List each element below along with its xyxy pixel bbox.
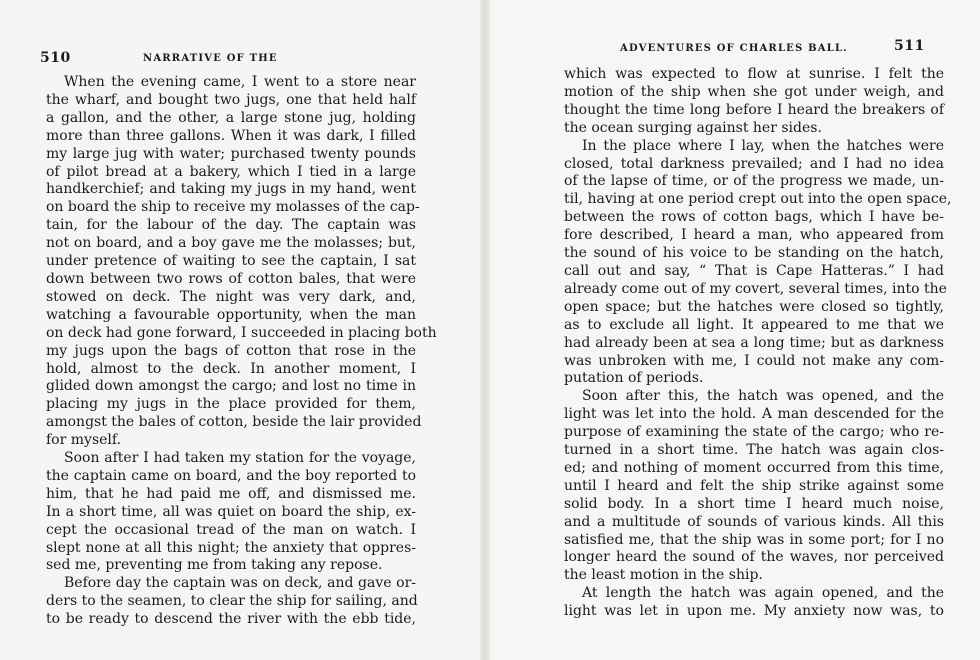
text-line: the ocean surging against her sides. xyxy=(564,119,822,136)
text-line: putation of periods. xyxy=(564,370,704,387)
text-line: my large jug with water; purchased twenty pounds xyxy=(46,145,416,162)
text-line: satisfied me, that the ship was in some port; for I no xyxy=(564,531,944,548)
right-page-text xyxy=(564,66,952,621)
text-line: til, having at one period crept out into the open space, xyxy=(564,191,952,208)
text-line: Soon after I had taken my station for the voyage, xyxy=(64,450,416,467)
text-line: Soon after this, the hatch was opened, and the xyxy=(582,388,944,405)
text-line: sed me, preventing me from taking any repose. xyxy=(46,557,383,574)
text-line: call out and say, “ That is Cape Hatteras.” I had xyxy=(564,262,944,279)
running-head-left: NARRATIVE OF THE xyxy=(143,53,278,64)
text-line: cept the occasional tread of the man on watch. I xyxy=(46,521,416,538)
text-line: thought the time long before I heard the breakers of xyxy=(564,101,944,118)
text-line: my jugs upon the bags of cotton that rose in the xyxy=(46,342,416,359)
text-line: ed; and nothing of moment occurred from this time, xyxy=(564,459,944,476)
text-line: under pretence of waiting to see the captain, I sat xyxy=(46,253,416,270)
text-line: purpose of examining the state of the cargo; who re- xyxy=(564,424,944,441)
text-line: more than three gallons. When it was dark, I filled xyxy=(46,127,416,144)
text-line: for myself. xyxy=(46,432,122,449)
text-line: open space; but the hatches were closed so tightly, xyxy=(564,298,944,315)
text-line: In a short time, all was quiet on board the ship, ex- xyxy=(46,503,416,520)
text-line: glided down amongst the cargo; and lost no time in xyxy=(46,378,416,395)
text-line: turned in a short time. The hatch was again clos- xyxy=(564,442,944,459)
text-line: longer heard the sound of the waves, nor perceived xyxy=(564,549,944,566)
text-line: closed, total darkness prevailed; and I had no idea xyxy=(564,155,944,172)
text-line: watching a favourable opportunity, when the man xyxy=(46,306,416,323)
text-line: tain, for the labour of the day. The captain was xyxy=(46,217,416,234)
text-line: the least motion in the ship. xyxy=(564,567,763,584)
text-line: until I heard and felt the ship strike against some xyxy=(564,477,944,494)
left-page xyxy=(0,0,480,660)
text-line: the sound of his voice to be standing on the hatch, xyxy=(564,245,944,262)
text-line: light was let in upon me. My anxiety now was, to xyxy=(564,603,944,620)
text-line: already come out of my covert, several times, into the xyxy=(564,280,947,297)
text-line: handkerchief; and taking my jugs in my hand, went xyxy=(46,181,416,198)
right-page xyxy=(490,0,980,660)
text-line: down between two rows of cotton bales, that were xyxy=(46,270,416,287)
text-line: ders to the seamen, to clear the ship for sailing, and xyxy=(46,593,418,610)
text-line: amongst the bales of cotton, beside the lair provided xyxy=(46,414,422,431)
text-line: Before day the captain was on deck, and gave or- xyxy=(64,575,416,592)
text-line: slept none at all this night; the anxiety that oppres- xyxy=(46,539,416,556)
text-line: light was let into the hold. A man descended for the xyxy=(564,406,944,423)
running-head-right: ADVENTURES OF CHARLES BALL. xyxy=(620,43,848,54)
text-line: placing my jugs in the place provided for them, xyxy=(46,396,416,413)
text-line: of the lapse of time, or of the progress we made, un- xyxy=(564,173,944,190)
text-line: on board the ship to receive my molasses of the cap- xyxy=(46,199,420,216)
left-page-text xyxy=(46,74,437,629)
text-line: the captain came on board, and the boy reported to xyxy=(46,467,416,484)
text-line: between the rows of cotton bags, which I have be- xyxy=(564,209,944,226)
text-line: of pilot bread at a bakery, which I tied in a large xyxy=(46,163,416,180)
text-line: and a multitude of sounds of various kinds. All this xyxy=(564,513,944,530)
page-number-left: 510 xyxy=(40,50,71,66)
text-line: was unbroken with me, I could not make any com- xyxy=(564,352,944,369)
text-line: as to exclude all light. It appeared to me that we xyxy=(564,316,944,333)
text-line: stowed on deck. The night was very dark, and, xyxy=(46,288,416,305)
book-gutter xyxy=(480,0,490,660)
text-line: hold, almost to the deck. In another moment, I xyxy=(46,360,416,377)
page-number-right: 511 xyxy=(894,38,925,54)
text-line: When the evening came, I went to a store near xyxy=(64,74,416,90)
text-line: to be ready to descend the river with the ebb tide, xyxy=(46,611,416,628)
text-line: had already been at sea a long time; but as darkness xyxy=(564,334,944,351)
text-line: a gallon, and the other, a large stone jug, holding xyxy=(46,109,416,126)
text-line: solid body. In a short time I heard much noise, xyxy=(564,495,944,512)
text-line: motion of the ship when she got under weigh, and xyxy=(564,83,944,100)
text-line: In the place where I lay, when the hatches were xyxy=(582,137,944,154)
text-line: which was expected to flow at sunrise. I felt the xyxy=(564,66,944,82)
text-line: the wharf, and bought two jugs, one that held half xyxy=(46,91,416,108)
text-line: on deck had gone forward, I succeeded in placing both xyxy=(46,324,437,341)
text-line: fore described, I heard a man, who appeared from xyxy=(564,227,944,244)
text-line: him, that he had paid me off, and dismissed me. xyxy=(46,485,416,502)
text-line: not on board, and a boy gave me the molasses; but, xyxy=(46,235,416,252)
text-line: At length the hatch was again opened, and the xyxy=(582,585,944,602)
